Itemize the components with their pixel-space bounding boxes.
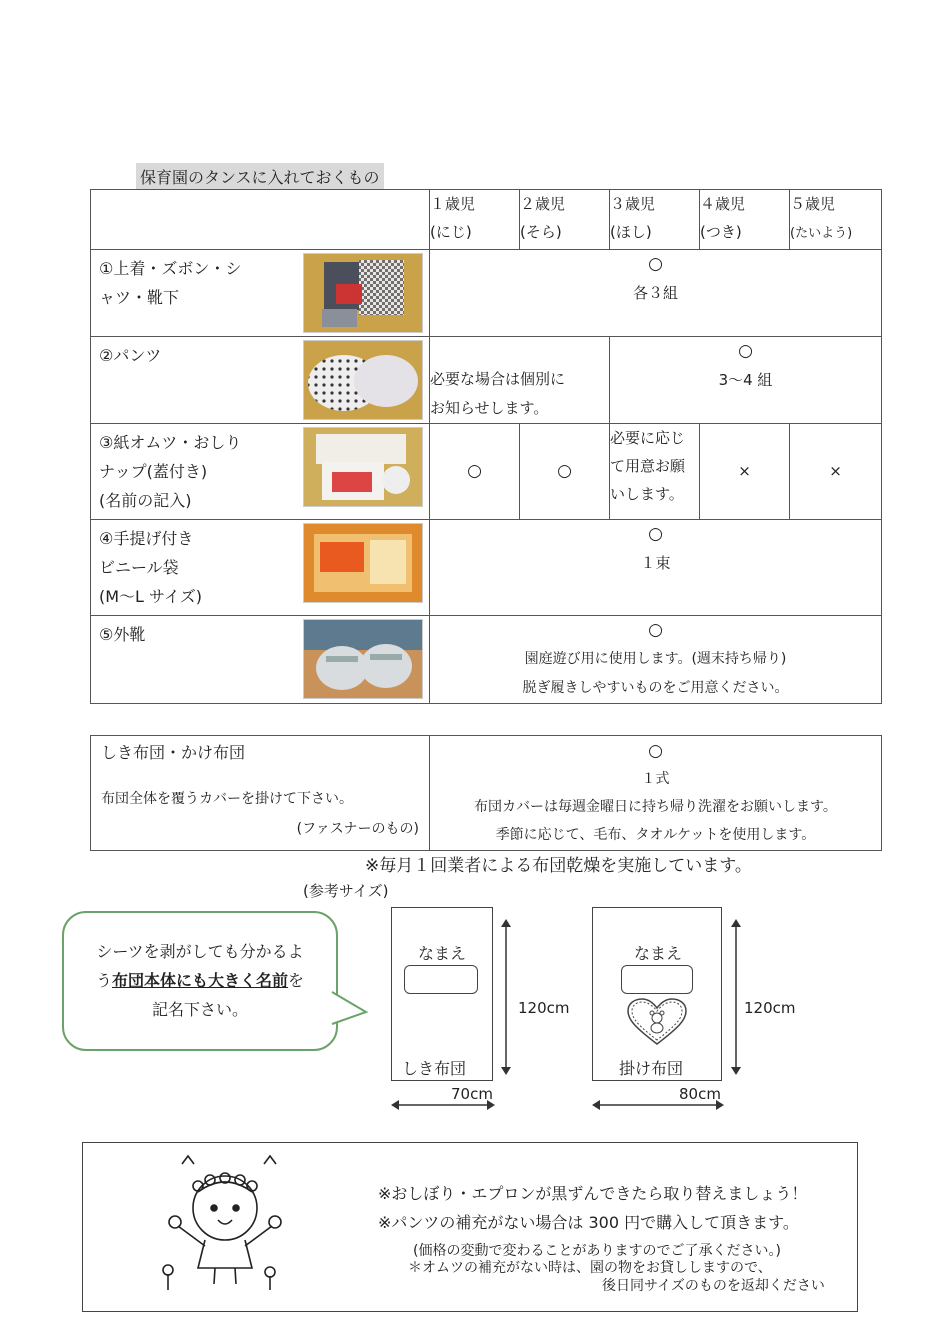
item-3-age-1: ○ [430,424,520,520]
item-1-all-ages [430,250,882,337]
item-cell: ②パンツ [91,337,430,424]
age-col-2: ２歳児 (そら) [520,190,610,250]
required-mark: ○ [648,741,663,761]
header-blank [91,190,430,250]
item-4-all-ages [430,520,882,616]
section-heading: 保育園のタンスに入れておくもの [136,163,384,190]
table-row [91,424,882,520]
item-3-age-2: ○ [520,424,610,520]
diapers-wipes-photo [303,427,423,507]
shoes-photo [303,619,423,699]
reference-size-label: (参考サイズ) [303,882,389,900]
items-table [90,189,882,704]
notice-line-5: 後日同サイズのものを返却ください [602,1278,825,1294]
bubble-text: シーツを剥がしても分かるよ う布団本体にも大きく名前を 記名下さい。 [95,942,305,1019]
height-arrow-icon [729,917,743,1077]
height-arrow-icon [499,917,513,1077]
item-3-age-3: 必要に応じ て用意お願 いします。 [610,424,700,520]
name-box [404,965,478,994]
required-mark: ○ [648,254,663,274]
heart-bear-icon [626,998,688,1048]
table-row [91,520,882,616]
quantity: 3〜4 組 [718,371,773,389]
age-col-1: １歳児 (にじ) [430,190,520,250]
clothes-photo [303,253,423,333]
name-label: なまえ [418,944,467,963]
futon-table [90,735,882,851]
table-row [91,250,882,337]
name-box [621,965,693,994]
item-5-all-ages: ○ 園庭遊び用に使用します。(週末持ち帰り) 脱ぎ履きしやすいものをご用意ください。 [430,616,882,704]
item-cell: ④手提げ付き ビニール袋 (M〜L サイズ) [91,520,430,616]
age-col-4: ４歳児 (つき) [700,190,790,250]
shiki-futon-diagram [391,907,493,1081]
item-cell: ③紙オムツ・おしり ナップ(蓋付き) (名前の記入) [91,424,430,520]
shiki-futon-label: しき布団 [402,1059,467,1078]
underpants-photo [303,340,423,420]
name-label: なまえ [634,944,683,963]
kake-height: 120cm [744,999,796,1017]
item-3-age-5: × [790,424,882,520]
futon-drying-notice: ※毎月１回業者による布団乾燥を実施しています。 [365,856,752,876]
required-mark: ○ [648,524,663,544]
item-3-age-4: × [700,424,790,520]
age-col-3: ３歳児 (ほし) [610,190,700,250]
notice-line-2: ※パンツの補充がない場合は 300 円で購入して頂きます。 [378,1213,799,1232]
required-mark: ○ [738,341,753,361]
notice-line-4: ＊オムツの補充がない時は、園の物をお貸ししますので、 [408,1260,772,1276]
notice-line-1: ※おしぼり・エプロンが黒ずんできたら取り替えましょう！ [378,1184,808,1203]
kake-width: 80cm [679,1085,721,1103]
futon-item-cell: しき布団・かけ布団 布団全体を覆うカバーを掛けて下さい。 (ファスナーのもの) [91,736,430,851]
quantity: 各３組 [632,284,678,302]
shiki-width: 70cm [451,1085,493,1103]
item-cell: ⑤外靴 [91,616,430,704]
item-cell: ①上着・ズボン・シ ャツ・靴下 [91,250,430,337]
table-row [91,616,882,704]
shiki-height: 120cm [518,999,570,1017]
plastic-bag-photo [303,523,423,603]
item-2-age-1-2: 必要な場合は個別に お知らせします。 [430,337,610,424]
futon-all-ages: ○ １式 布団カバーは毎週金曜日に持ち帰り洗濯をお願いします。 季節に応じて、毛布、タオルケットを使用します。 [430,736,882,851]
item-2-age-3-5 [610,337,882,424]
girl-with-flowers-illustration [150,1150,300,1300]
quantity: １束 [640,554,671,572]
age-col-5: ５歳児 (たいよう) [790,190,882,250]
bubble-tail [330,990,370,1030]
kake-futon-diagram [592,907,722,1081]
header-row [91,190,882,250]
table-row [91,337,882,424]
notice-line-3: (価格の変動で変わることがありますのでご了承ください。) [413,1243,781,1259]
required-mark: ○ [648,620,663,640]
kake-futon-label: 掛け布団 [619,1059,684,1078]
